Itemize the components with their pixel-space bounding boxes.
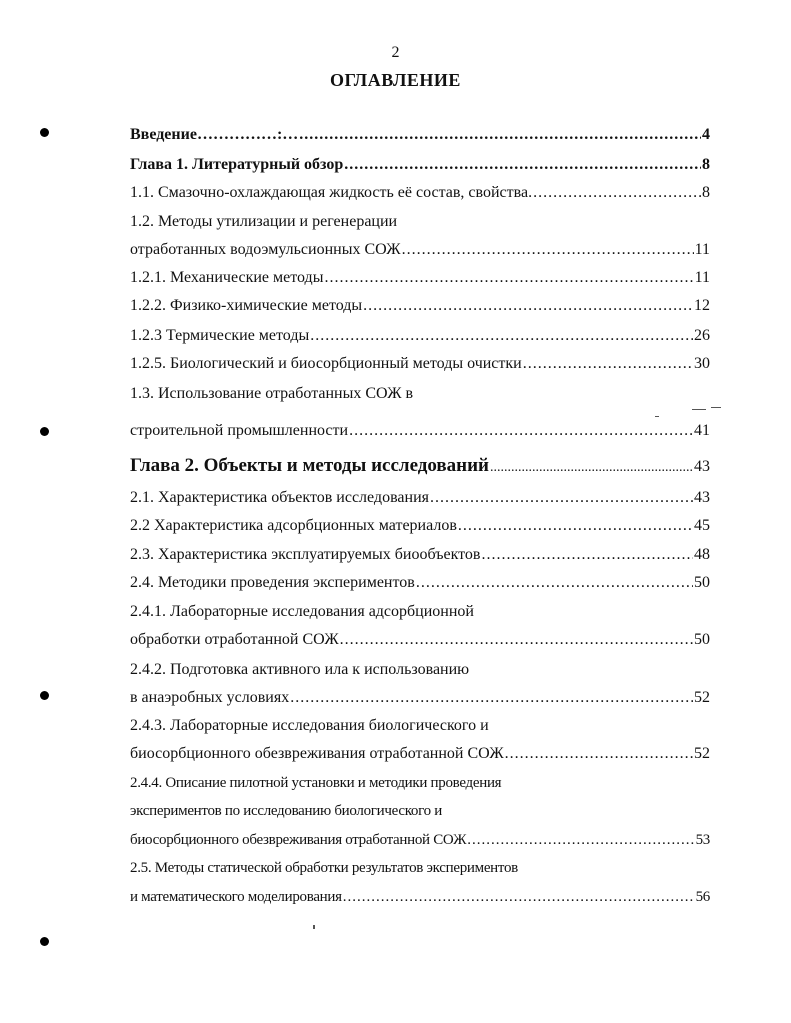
toc-entry-1-2-3[interactable]	[130, 326, 710, 346]
toc-entry-title: 1.2.2. Физико-химические методы	[130, 297, 363, 314]
binder-hole-mark	[40, 937, 49, 946]
toc-entry-title: 1.1. Смазочно-охлаждающая жидкость её состав, свойства.	[130, 184, 533, 201]
toc-entry-title: 1.2.1. Механические методы	[130, 269, 324, 286]
toc-entry-page: 8	[702, 184, 710, 201]
toc-entry-title: биосорбционного обезвреживания отработанной СОЖ	[130, 832, 467, 848]
toc-entry-title: 1.2. Методы утилизации и регенерации	[130, 213, 398, 230]
toc-entry-title: 2.4.2. Подготовка активного ила к использованию	[130, 661, 470, 678]
page-number: 2	[391, 44, 400, 61]
toc-dot-leader	[402, 240, 694, 260]
toc-dot-leader	[490, 458, 693, 478]
toc-entry-title: 2.5. Методы статической обработки результатов экспериментов	[130, 860, 518, 876]
toc-dot-leader	[467, 830, 694, 850]
toc-dot-leader	[310, 326, 693, 346]
toc-entry-page: 50	[694, 574, 710, 591]
toc-entry-title: 2.4.1. Лабораторные исследования адсорбционной	[130, 603, 474, 620]
scan-speck	[313, 925, 315, 929]
toc-entry-introduction[interactable]	[130, 125, 710, 145]
toc-dot-leader	[505, 744, 693, 764]
toc-dot-leader	[416, 573, 693, 593]
toc-entry-2-4[interactable]	[130, 573, 710, 593]
page-title: ОГЛАВЛЕНИЕ	[330, 70, 461, 90]
toc-dot-leader	[481, 545, 693, 565]
toc-entry-title: и математического моделирования	[130, 889, 342, 905]
toc-dot-leader	[533, 183, 701, 203]
toc-entry-1-2-line-1[interactable]	[130, 212, 710, 232]
binder-hole-mark	[40, 427, 49, 436]
toc-entry-title: 2.1. Характеристика объектов исследования	[130, 489, 429, 506]
toc-entry-page: 8	[702, 156, 710, 173]
toc-entry-page: 43	[694, 489, 710, 506]
toc-dot-leader	[363, 296, 693, 316]
scan-speck	[692, 409, 706, 410]
toc-entry-title: 1.3. Использование отработанных СОЖ в	[130, 385, 414, 402]
toc-entry-page: 12	[694, 297, 710, 314]
toc-dot-leader	[344, 155, 701, 175]
toc-entry-title: биосорбционного обезвреживания отработанной СОЖ	[130, 745, 504, 762]
toc-entry-page: 50	[694, 631, 710, 648]
toc-entry-title: отработанных водоэмульсионных СОЖ	[130, 241, 401, 258]
toc-dot-leader	[523, 354, 693, 374]
toc-entry-2-5[interactable]	[130, 887, 710, 907]
toc-entry-title: 2.2 Характеристика адсорбционных материалов	[130, 517, 457, 534]
toc-entry-2-4-4-line-1[interactable]	[130, 773, 710, 793]
toc-entry-chapter-1[interactable]	[130, 155, 710, 175]
toc-entry-1-3-line-1[interactable]	[130, 384, 710, 404]
toc-entry-title: 2.4.4. Описание пилотной установки и методики проведения	[130, 775, 502, 791]
toc-entry-1-2[interactable]	[130, 240, 710, 260]
toc-entry-2-4-3-line-1[interactable]	[130, 716, 710, 736]
toc-entry-2-3[interactable]	[130, 545, 710, 565]
toc-entry-page: 45	[694, 517, 710, 534]
toc-entry-title: 2.4. Методики проведения экспериментов	[130, 574, 415, 591]
toc-entry-page: 53	[695, 832, 710, 848]
toc-entry-2-1[interactable]	[130, 488, 710, 508]
toc-entry-title: 2.4.3. Лабораторные исследования биологического и	[130, 717, 489, 734]
toc-entry-page: 43	[694, 458, 710, 475]
toc-entry-page: 30	[694, 355, 710, 372]
toc-dot-leader	[290, 688, 693, 708]
toc-entry-title: Глава 2. Объекты и методы исследований	[130, 455, 489, 476]
toc-entry-1-2-5[interactable]	[130, 354, 710, 374]
toc-entry-2-2[interactable]	[130, 516, 710, 536]
scan-speck	[711, 407, 721, 408]
toc-entry-1-2-1[interactable]	[130, 268, 710, 288]
toc-entry-2-5-line-1[interactable]	[130, 858, 710, 878]
toc-dot-leader	[343, 887, 695, 907]
toc-entry-2-4-2-line-1[interactable]	[130, 660, 710, 680]
toc-entry-2-4-2[interactable]	[130, 688, 710, 708]
toc-entry-title: 1.2.5. Биологический и биосорбционный методы очистки	[130, 355, 522, 372]
toc-entry-page: 52	[694, 689, 710, 706]
toc-entry-page: 11	[694, 241, 710, 258]
toc-dot-leader	[324, 268, 693, 288]
toc-entry-title: Глава 1. Литературный обзор	[130, 156, 344, 173]
toc-entry-title: 2.3. Характеристика эксплуатируемых биообъектов	[130, 546, 481, 563]
toc-entry-2-4-4-line-2[interactable]	[130, 801, 710, 821]
toc-entry-page: 56	[695, 889, 710, 905]
scan-speck	[655, 416, 659, 417]
binder-hole-mark	[40, 128, 49, 137]
toc-dot-leader	[430, 488, 693, 508]
toc-entry-title: обработки отработанной СОЖ	[130, 631, 339, 648]
toc-dot-leader	[340, 630, 693, 650]
toc-entry-title: строительной промышленности	[130, 422, 349, 439]
toc-dot-leader	[458, 516, 693, 536]
toc-entry-2-4-3[interactable]	[130, 744, 710, 764]
toc-dot-leader	[299, 125, 701, 145]
toc-entry-page: 41	[694, 422, 710, 439]
toc-entry-2-4-1-line-1[interactable]	[130, 602, 710, 622]
toc-entry-page: 26	[694, 327, 710, 344]
toc-entry-page: 4	[702, 126, 710, 143]
toc-entry-chapter-2[interactable]	[130, 456, 710, 478]
toc-entry-1-1[interactable]	[130, 183, 710, 203]
toc-entry-title: Введение……………:…	[130, 126, 299, 143]
toc-entry-1-3[interactable]	[130, 421, 710, 441]
toc-entry-2-4-4[interactable]	[130, 830, 710, 850]
toc-entry-2-4-1[interactable]	[130, 630, 710, 650]
toc-dot-leader	[349, 421, 693, 441]
toc-entry-title: экспериментов по исследованию биологического и	[130, 803, 442, 819]
toc-entry-page: 11	[694, 269, 710, 286]
toc-entry-page: 52	[694, 745, 710, 762]
toc-entry-page: 48	[694, 546, 710, 563]
binder-hole-mark	[40, 691, 49, 700]
toc-entry-1-2-2[interactable]	[130, 296, 710, 316]
toc-entry-title: в анаэробных условиях	[130, 689, 290, 706]
toc-entry-title: 1.2.3 Термические методы	[130, 327, 310, 344]
